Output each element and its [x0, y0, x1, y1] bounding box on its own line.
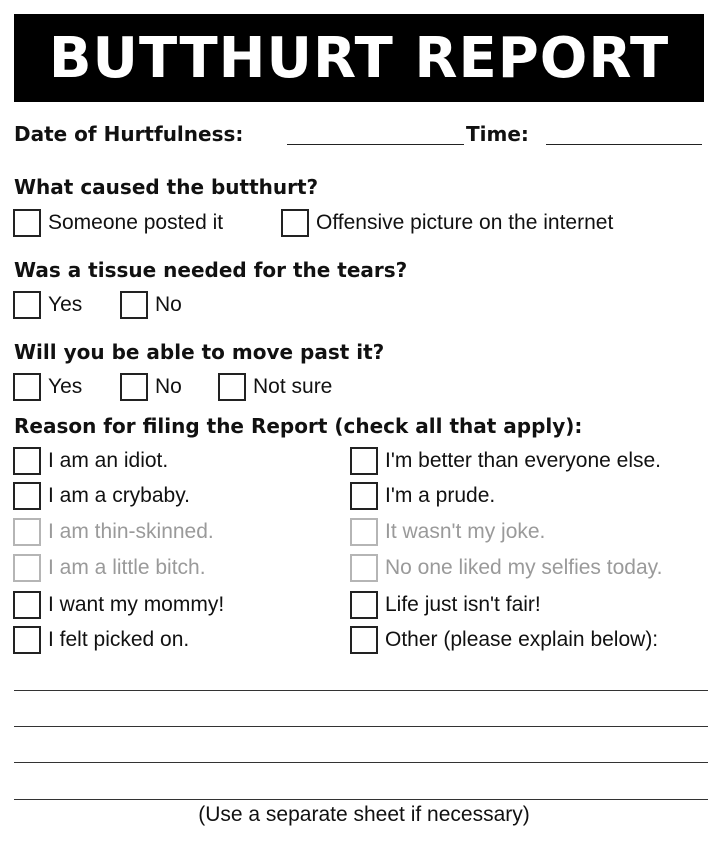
option-label: Yes: [48, 293, 83, 316]
option-label: I am a little bitch.: [48, 556, 206, 579]
option-label: Yes: [48, 375, 83, 398]
option-label: It wasn't my joke.: [385, 520, 546, 543]
question-tissue: Was a tissue needed for the tears?: [14, 258, 408, 282]
explain-line-1[interactable]: [14, 690, 708, 691]
option-offensive-picture[interactable]: [281, 207, 613, 239]
checkbox[interactable]: [350, 591, 378, 619]
reason-right-2[interactable]: [350, 480, 495, 512]
checkbox[interactable]: [218, 373, 246, 401]
checkbox[interactable]: [120, 373, 148, 401]
option-label: Life just isn't fair!: [385, 593, 541, 616]
checkbox[interactable]: [350, 626, 378, 654]
option-label: No: [155, 293, 182, 316]
option-move-not-sure[interactable]: [218, 371, 332, 403]
option-label: No: [155, 375, 182, 398]
checkbox[interactable]: [13, 209, 41, 237]
reason-left-1[interactable]: [13, 445, 168, 477]
checkbox[interactable]: [350, 554, 378, 582]
checkbox[interactable]: [281, 209, 309, 237]
checkbox[interactable]: [13, 482, 41, 510]
reason-left-4[interactable]: [13, 552, 206, 584]
option-label: No one liked my selfies today.: [385, 556, 663, 579]
checkbox[interactable]: [350, 482, 378, 510]
reason-left-2[interactable]: [13, 480, 190, 512]
reason-right-5[interactable]: [350, 589, 541, 621]
option-label: Offensive picture on the internet: [316, 211, 614, 234]
date-field[interactable]: [287, 144, 464, 145]
checkbox[interactable]: [120, 291, 148, 319]
option-tissue-no[interactable]: [120, 289, 182, 321]
reason-right-1[interactable]: [350, 445, 661, 477]
explain-line-4[interactable]: [14, 799, 708, 800]
option-label: Not sure: [253, 375, 333, 398]
reason-left-5[interactable]: [13, 589, 224, 621]
option-label: I felt picked on.: [48, 628, 190, 651]
reason-left-3[interactable]: [13, 516, 214, 548]
option-move-yes[interactable]: [13, 371, 82, 403]
footer-note: (Use a separate sheet if necessary): [198, 803, 530, 826]
report-title: BUTTHURT REPORT: [14, 14, 704, 102]
option-label: Other (please explain below):: [385, 628, 659, 651]
option-label: I am a crybaby.: [48, 484, 190, 507]
checkbox[interactable]: [13, 518, 41, 546]
option-label: I am an idiot.: [48, 449, 169, 472]
option-tissue-yes[interactable]: [13, 289, 82, 321]
reason-right-3[interactable]: [350, 516, 545, 548]
option-label: I want my mommy!: [48, 593, 225, 616]
checkbox[interactable]: [350, 447, 378, 475]
option-label: I'm a prude.: [385, 484, 496, 507]
checkbox[interactable]: [13, 447, 41, 475]
option-someone-posted-it[interactable]: [13, 207, 223, 239]
reason-right-4[interactable]: [350, 552, 662, 584]
checkbox[interactable]: [13, 373, 41, 401]
option-label: Someone posted it: [48, 211, 224, 234]
question-cause: What caused the butthurt?: [14, 175, 319, 199]
option-label: I am thin-skinned.: [48, 520, 214, 543]
explain-line-2[interactable]: [14, 726, 708, 727]
date-label: Date of Hurtfulness:: [14, 122, 244, 146]
explain-line-3[interactable]: [14, 762, 708, 763]
checkbox[interactable]: [13, 554, 41, 582]
reason-left-6[interactable]: [13, 624, 189, 656]
checkbox[interactable]: [13, 626, 41, 654]
time-field[interactable]: [546, 144, 702, 145]
checkbox[interactable]: [13, 591, 41, 619]
checkbox[interactable]: [13, 291, 41, 319]
time-label: Time:: [466, 122, 529, 146]
reason-right-6[interactable]: [350, 624, 658, 656]
checkbox[interactable]: [350, 518, 378, 546]
question-reason: Reason for filing the Report (check all that apply):: [14, 414, 583, 438]
question-move-past: Will you be able to move past it?: [14, 340, 385, 364]
option-move-no[interactable]: [120, 371, 182, 403]
option-label: I'm better than everyone else.: [385, 449, 661, 472]
